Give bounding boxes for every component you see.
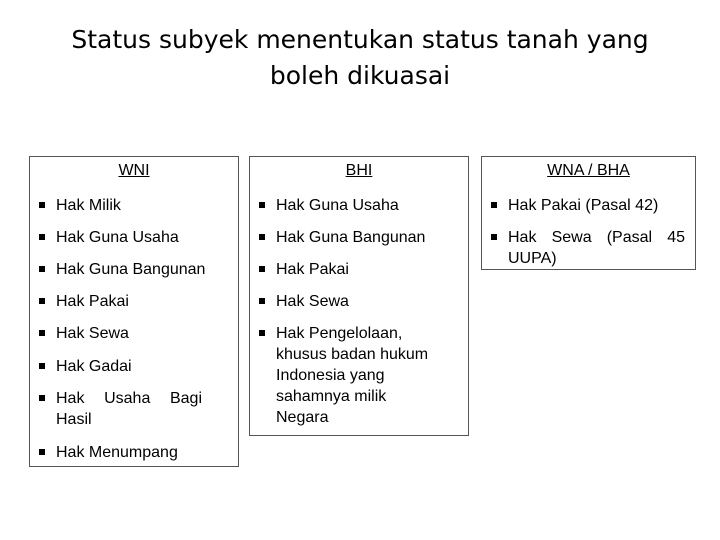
- wni-item-label: Hak Sewa: [56, 325, 129, 342]
- wna-item-label-line-1: Hak Sewa (Pasal 45: [508, 229, 685, 246]
- wni-item-label: Hak Menumpang: [56, 444, 178, 461]
- wni-item-hak-guna-bangunan: [37, 259, 232, 280]
- bhi-item-hak-sewa: [257, 291, 462, 312]
- bullet-icon: [491, 202, 497, 208]
- bhi-item-hak-guna-usaha: [257, 195, 462, 216]
- bhi-item-label-line-3: Indonesia yang: [276, 367, 385, 384]
- bullet-icon: [39, 298, 45, 304]
- bhi-item-label: Hak Guna Bangunan: [276, 229, 426, 246]
- wni-item-label: Hak Gadai: [56, 358, 132, 375]
- bhi-item-hak-guna-bangunan: [257, 227, 462, 248]
- bullet-icon: [491, 234, 497, 240]
- wni-item-hak-usaha-bagi-hasil: [37, 388, 202, 430]
- bhi-item-hak-pakai: [257, 259, 462, 280]
- wni-item-label: Hak Milik: [56, 197, 121, 214]
- wni-box: [29, 156, 239, 467]
- wna-item-hak-sewa: [489, 227, 685, 269]
- wni-item-hak-menumpang: [37, 442, 232, 463]
- wni-item-label-line-1: Hak Usaha Bagi: [56, 390, 202, 407]
- bhi-item-hak-pengelolaan: [257, 323, 462, 428]
- wna-item-hak-pakai: [489, 195, 689, 216]
- wni-item-label-line-2: Hasil: [56, 411, 92, 428]
- bhi-heading: BHI: [345, 162, 373, 179]
- bhi-item-label: Hak Guna Usaha: [276, 197, 399, 214]
- bullet-icon: [259, 266, 265, 272]
- wni-item-label: Hak Guna Bangunan: [56, 261, 206, 278]
- bullet-icon: [39, 395, 45, 401]
- wni-item-hak-pakai: [37, 291, 232, 312]
- wni-heading: WNI: [118, 162, 150, 179]
- bhi-item-label-line-5: Negara: [276, 409, 329, 426]
- wni-item-hak-gadai: [37, 356, 232, 377]
- wna-item-label: Hak Pakai (Pasal 42): [508, 197, 659, 214]
- bullet-icon: [39, 330, 45, 336]
- wna-bha-box: [481, 156, 696, 270]
- bullet-icon: [259, 330, 265, 336]
- page-title: [40, 22, 680, 94]
- bhi-item-label: Hak Sewa: [276, 293, 349, 310]
- bullet-icon: [39, 449, 45, 455]
- bullet-icon: [259, 202, 265, 208]
- wni-item-hak-guna-usaha: [37, 227, 232, 248]
- wna-item-label-line-2: UUPA): [508, 250, 557, 267]
- title-line-1: Status subyek menentukan status tanah yang: [71, 25, 649, 54]
- wni-item-hak-milik: [37, 195, 232, 216]
- bhi-item-label: Hak Pakai: [276, 261, 349, 278]
- bhi-item-label-line-1: Hak Pengelolaan,: [276, 325, 403, 342]
- bullet-icon: [39, 202, 45, 208]
- bullet-icon: [39, 234, 45, 240]
- bullet-icon: [259, 298, 265, 304]
- bullet-icon: [39, 266, 45, 272]
- wna-bha-heading: WNA / BHA: [547, 162, 630, 179]
- bhi-box: [249, 156, 469, 436]
- bhi-item-label-line-4: sahamnya milik: [276, 388, 387, 405]
- bhi-item-label-line-2: khusus badan hukum: [276, 346, 429, 363]
- wni-item-hak-sewa: [37, 323, 232, 344]
- wni-item-label: Hak Guna Usaha: [56, 229, 179, 246]
- wni-item-label: Hak Pakai: [56, 293, 129, 310]
- title-line-2: boleh dikuasai: [269, 61, 451, 90]
- bullet-icon: [259, 234, 265, 240]
- bullet-icon: [39, 363, 45, 369]
